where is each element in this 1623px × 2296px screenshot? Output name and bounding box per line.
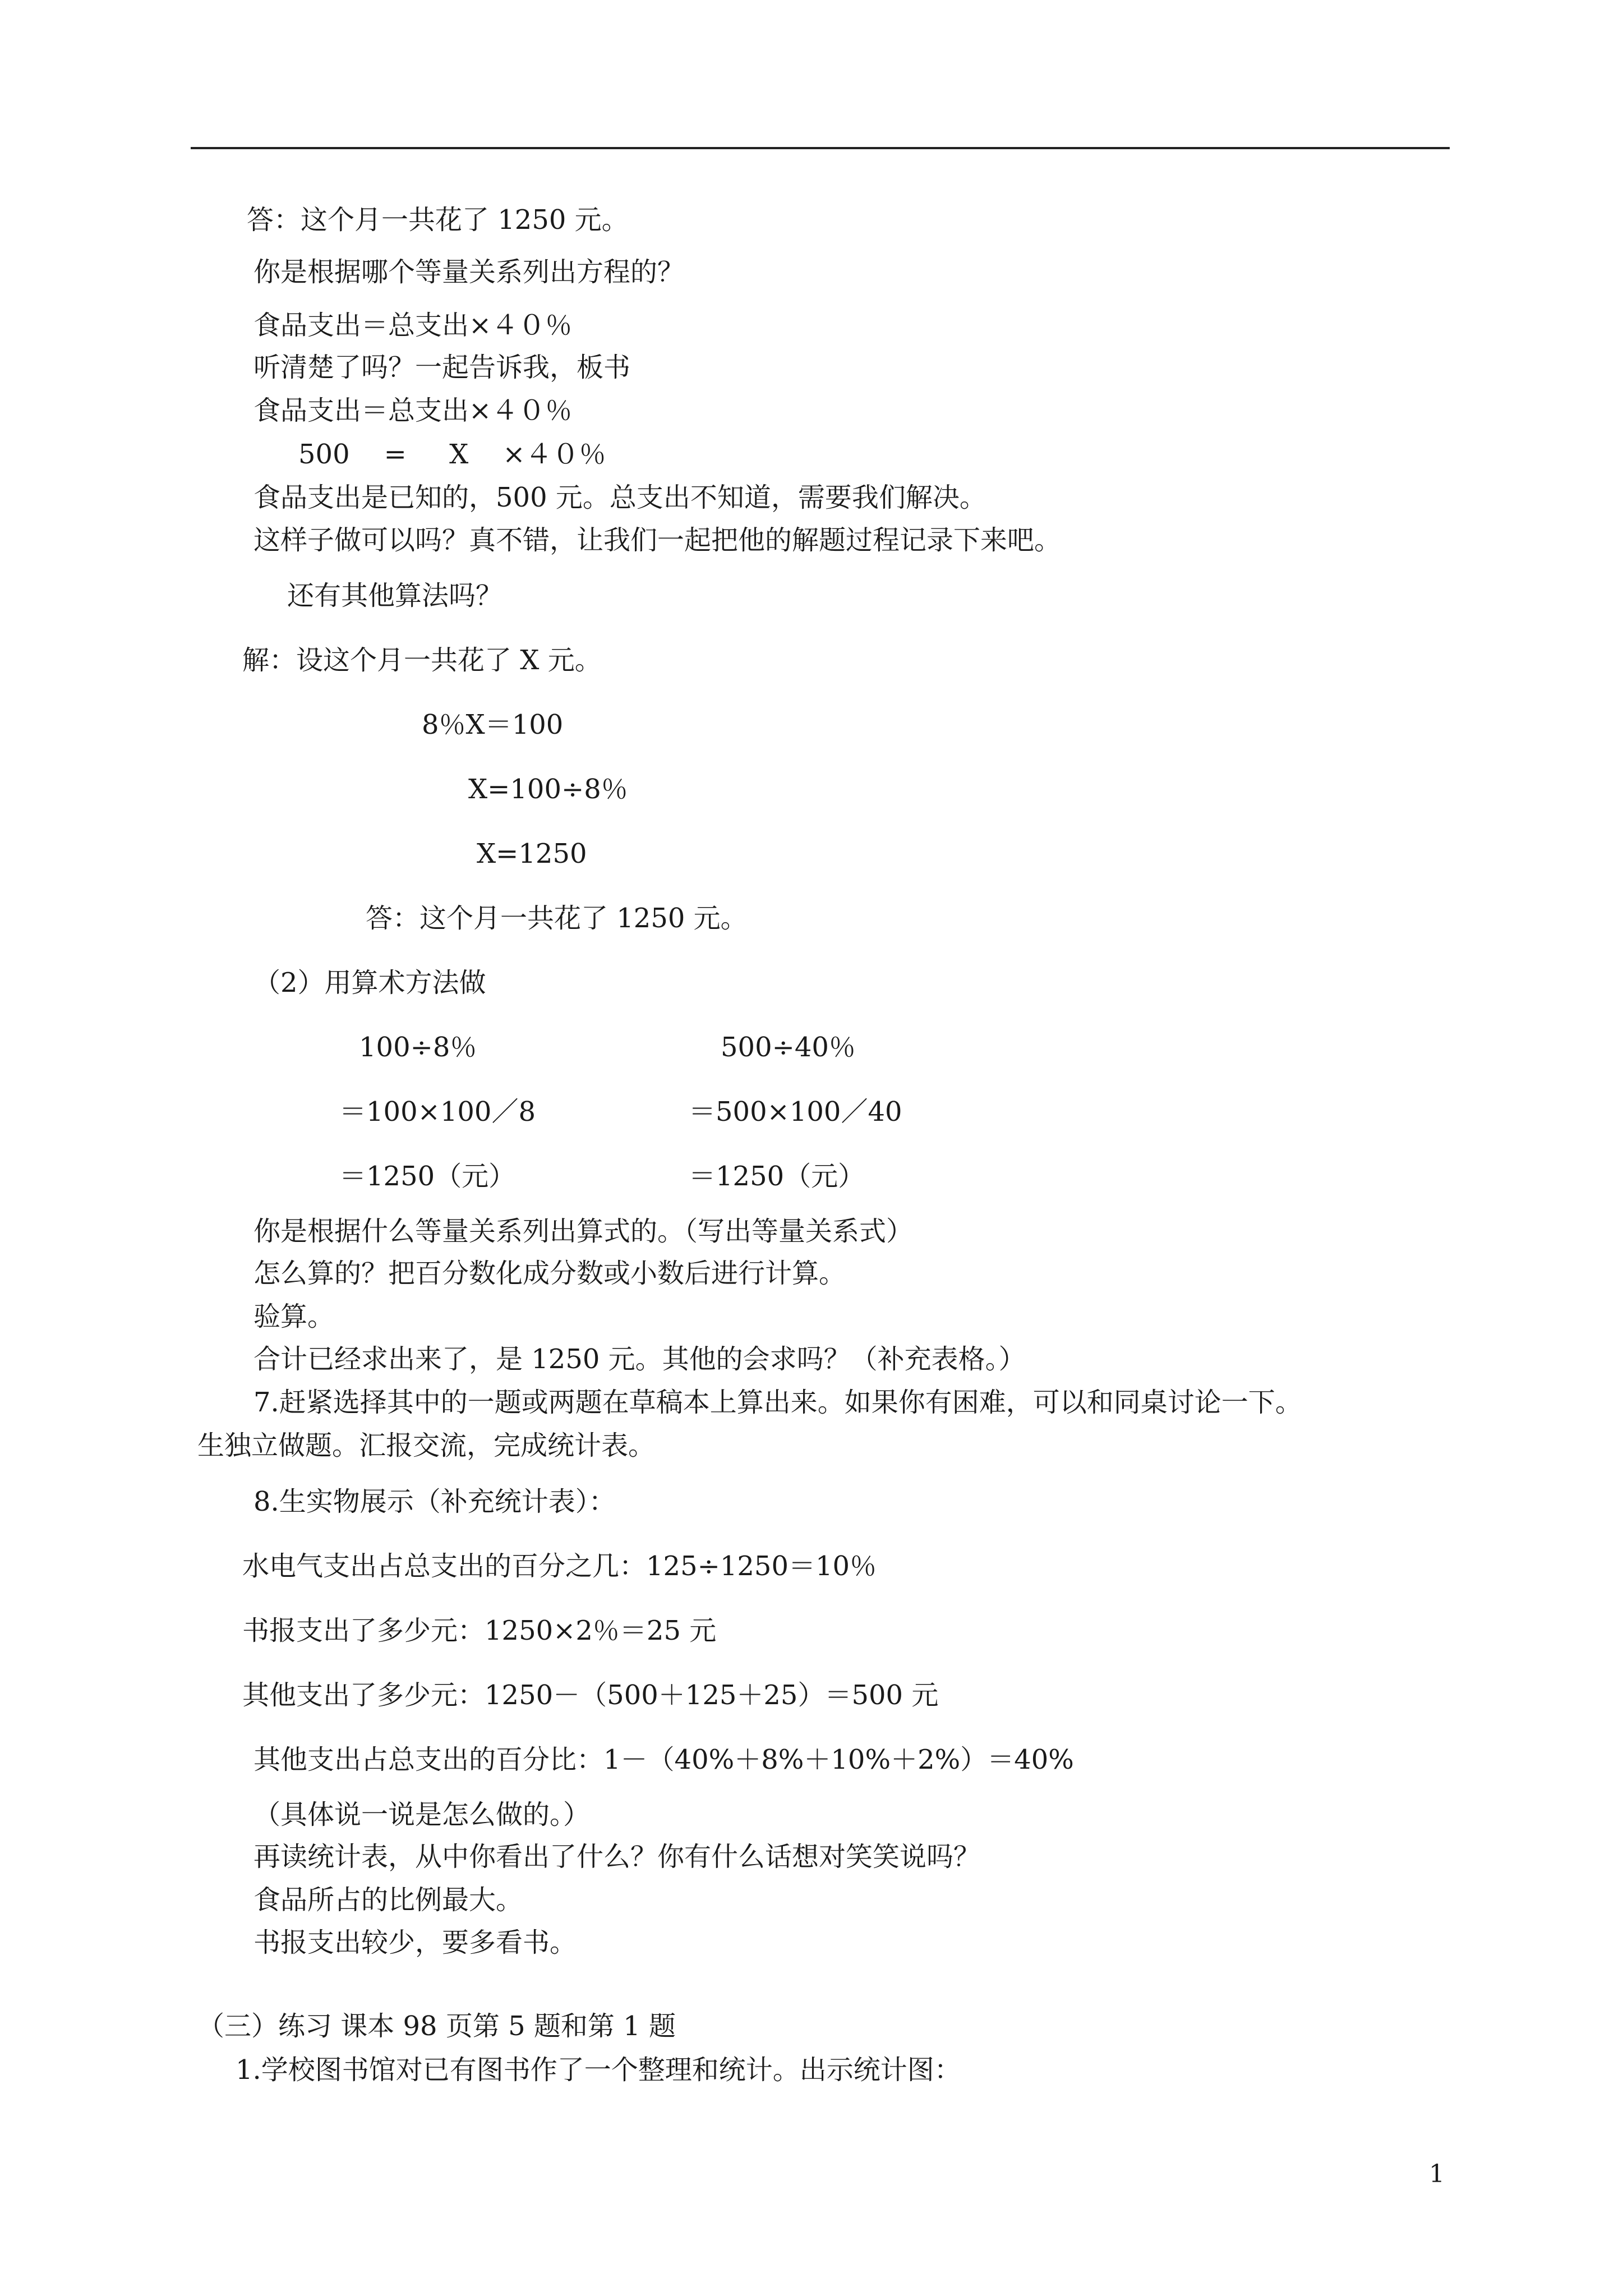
text-line: 还有其他算法吗？ [287,580,503,611]
header-rule [191,147,1450,149]
text-line: 8.生实物展示（补充统计表）： [253,1486,616,1517]
text-line: 1.学校图书馆对已有图书作了一个整理和统计。出示统计图： [236,2054,961,2086]
equation-line: ＝500×100／40 [689,1096,902,1128]
text-line: 水电气支出占总支出的百分之几：125÷1250＝10％ [242,1550,877,1582]
text-line: 你是根据哪个等量关系列出方程的？ [253,256,685,288]
text-line: 食品支出是已知的，500 元。总支出不知道，需要我们解决。 [253,482,986,513]
equation-line: X=100÷8％ [468,774,628,805]
text-line: 验算。 [253,1301,335,1332]
section-heading: （三）练习 课本 98 页第 5 题和第 1 题 [197,2010,676,2042]
equation-line: X=1250 [477,838,587,869]
text-line: 怎么算的？把百分数化成分数或小数后进行计算。 [253,1258,846,1289]
text-line: 再读统计表，从中你看出了什么？你有什么话想对笑笑说吗？ [253,1841,981,1872]
equation-line: ＝1250（元） [339,1161,516,1192]
text-line: 合计已经求出来了，是 1250 元。其他的会求吗？（补充表格。） [253,1343,1026,1375]
text-line: 书报支出较少，要多看书。 [253,1927,577,1958]
text-line: 答：这个月一共花了 1250 元。 [366,903,748,934]
text-line: 食品支出＝总支出×４０％ [253,395,573,426]
text-line: 500 = X ×４０％ [298,439,606,470]
equation-line: ＝100×100／8 [339,1096,536,1128]
text-line: 生独立做题。汇报交流，完成统计表。 [197,1430,656,1461]
text-line: 食品所占的比例最大。 [253,1884,523,1916]
page-number: 1 [1429,2160,1445,2188]
text-line: 7.赶紧选择其中的一题或两题在草稿本上算出来。如果你有困难，可以和同桌讨论一下。 [253,1387,1302,1418]
text-line: （具体说一说是怎么做的。） [253,1799,591,1830]
text-line: （2）用算术方法做 [253,967,486,999]
text-line: 解：设这个月一共花了 X 元。 [242,645,602,676]
equation-line: ＝1250（元） [689,1161,865,1192]
text-line: 食品支出＝总支出×４０％ [253,310,573,341]
text-line: 你是根据什么等量关系列出算式的。（写出等量关系式） [253,1216,914,1247]
equation-line: 8％X＝100 [422,709,564,740]
text-line: 答：这个月一共花了 1250 元。 [247,204,629,236]
equation-line: 100÷8％ [359,1032,477,1063]
text-line: 其他支出了多少元：1250－（500＋125＋25）＝500 元 [242,1680,939,1711]
text-line: 书报支出了多少元：1250×2％＝25 元 [242,1615,717,1646]
text-line: 听清楚了吗？一起告诉我，板书 [253,352,631,383]
text-line: 其他支出占总支出的百分比：1－（40%＋8%＋10%＋2%）＝40% [253,1744,1074,1775]
equation-line: 500÷40％ [721,1032,856,1063]
text-line: 这样子做可以吗？真不错，让我们一起把他的解题过程记录下来吧。 [253,524,1062,556]
